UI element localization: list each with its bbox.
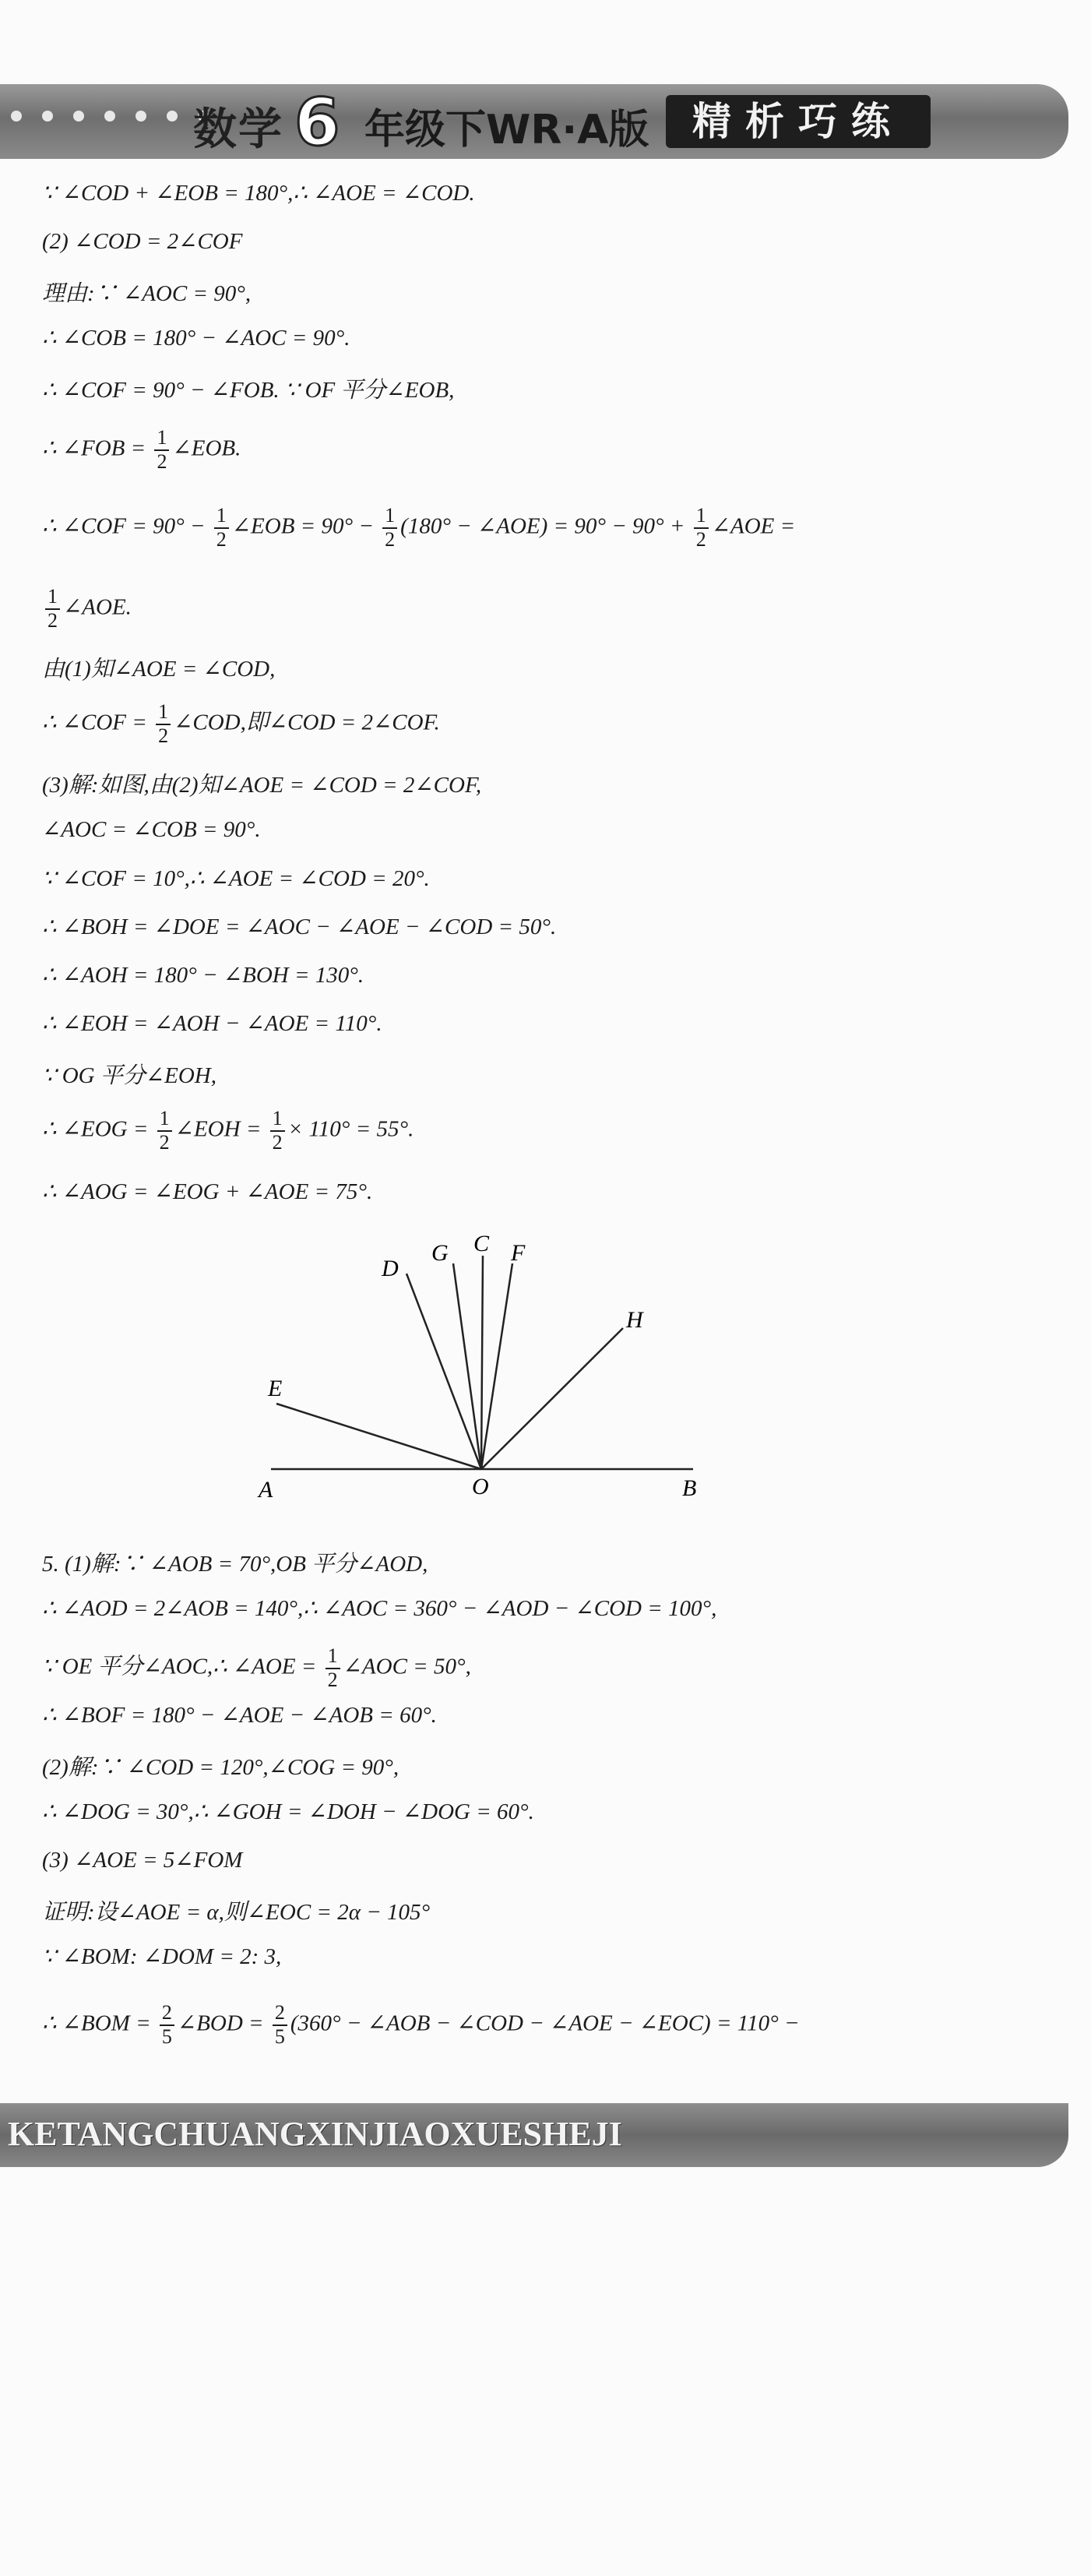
fraction xyxy=(326,1645,340,1691)
solution-line xyxy=(42,227,242,255)
label-G: G xyxy=(431,1240,449,1266)
label-H: H xyxy=(626,1307,643,1333)
solution-line xyxy=(42,1546,428,1578)
solution-line xyxy=(42,505,795,551)
ray-OG xyxy=(453,1263,481,1469)
angle-figure xyxy=(249,1231,732,1511)
line-text: ∴ ∠COB = 180° − ∠AOC = 90°. xyxy=(42,326,350,351)
line-text: (360° − ∠AOB − ∠COD − ∠AOE − ∠EOC) = 110° − xyxy=(290,2010,800,2036)
line-text: ∴ ∠AOH = 180° − ∠BOH = 130°. xyxy=(42,963,364,988)
fraction-denominator: 5 xyxy=(161,2025,172,2048)
fraction xyxy=(214,505,229,551)
header-banner xyxy=(0,84,1068,159)
line-text: ∠EOB. xyxy=(172,435,241,461)
fraction xyxy=(160,2002,174,2048)
line-text: ∴ ∠COF = 90° − xyxy=(42,513,211,539)
line-text: ∵ ∠COD + ∠EOB = 180°,∴ ∠AOE = ∠COD. xyxy=(42,181,475,206)
line-text: ∴ ∠COF = 90° − ∠FOB. ∵ OF 平分∠EOB, xyxy=(42,378,455,403)
label-D: D xyxy=(382,1256,399,1281)
line-text: ∴ ∠AOD = 2∠AOB = 140°,∴ ∠AOC = 360° − ∠AOD − ∠COD = 100°, xyxy=(42,1596,717,1621)
label-F: F xyxy=(511,1240,526,1266)
solution-line xyxy=(42,1701,437,1728)
line-text: ∵ ∠COF = 10°,∴ ∠AOE = ∠COD = 20°. xyxy=(42,866,430,891)
line-text: ∴ ∠EOH = ∠AOH − ∠AOE = 110°. xyxy=(42,1011,382,1036)
fraction-denominator: 2 xyxy=(385,527,396,551)
line-text: ∵ ∠BOM: ∠DOM = 2: 3, xyxy=(42,1944,282,1969)
fraction-numerator: 1 xyxy=(157,1108,172,1132)
dot-icon xyxy=(135,111,146,122)
line-text: (2) ∠COD = 2∠COF xyxy=(42,229,243,254)
solution-line xyxy=(42,701,440,747)
line-text: ∴ ∠COF = xyxy=(42,710,153,735)
label-O: O xyxy=(472,1474,489,1499)
fraction-denominator: 2 xyxy=(48,608,58,632)
line-text: ∵ OG 平分∠EOH, xyxy=(42,1063,216,1088)
fraction-numerator: 1 xyxy=(694,505,709,529)
solution-line xyxy=(42,372,454,404)
solution-line xyxy=(42,1595,716,1622)
solution-line xyxy=(42,179,475,206)
dot-icon xyxy=(104,111,115,122)
fraction-denominator: 2 xyxy=(695,527,706,551)
solution-line xyxy=(42,651,275,683)
fraction xyxy=(157,1108,172,1154)
solution-line xyxy=(42,1108,414,1154)
series-title: 精析巧练 xyxy=(666,95,931,148)
fraction-numerator: 1 xyxy=(326,1645,340,1669)
solution-line xyxy=(42,1846,242,1873)
line-text: ∠COD,即∠COD = 2∠COF. xyxy=(174,710,440,735)
fraction-denominator: 2 xyxy=(159,1130,170,1154)
footer-banner xyxy=(0,2103,1068,2167)
line-text: × 110° = 55°. xyxy=(287,1116,414,1142)
line-text: (3) ∠AOE = 5∠FOM xyxy=(42,1848,243,1873)
fraction xyxy=(156,701,171,747)
fraction xyxy=(694,505,709,551)
label-E: E xyxy=(268,1376,283,1401)
grade-number: 6 xyxy=(294,84,340,160)
line-text: ∠BOD = xyxy=(177,2010,269,2036)
fraction xyxy=(45,586,60,632)
line-text: ∴ ∠BOM = xyxy=(42,2010,157,2036)
solution-line xyxy=(42,865,430,892)
line-text: ∴ ∠BOF = 180° − ∠AOE − ∠AOB = 60°. xyxy=(42,1703,437,1728)
line-text: ∠EOH = xyxy=(174,1116,267,1142)
dot-icon xyxy=(73,111,84,122)
label-C: C xyxy=(473,1231,490,1256)
line-text: 5. (1)解:∵ ∠AOB = 70°,OB 平分∠AOD, xyxy=(42,1552,428,1577)
fraction-numerator: 1 xyxy=(382,505,397,529)
solution-line xyxy=(42,1010,382,1037)
fraction-denominator: 2 xyxy=(327,1668,338,1691)
line-text: ∴ ∠EOG = xyxy=(42,1116,154,1142)
line-text: ∠AOE = xyxy=(711,513,796,539)
solution-line xyxy=(42,586,132,632)
fraction xyxy=(382,505,397,551)
line-text: ∠AOC = ∠COB = 90°. xyxy=(42,817,261,842)
footer-text: KETANGCHUANGXINJIAOXUESHEJI xyxy=(8,2115,622,2153)
fraction-denominator: 2 xyxy=(272,1130,283,1154)
fraction-numerator: 2 xyxy=(160,2002,174,2026)
ray-OH xyxy=(481,1328,623,1469)
fraction-numerator: 1 xyxy=(156,701,171,725)
subject-title: 数学 xyxy=(193,104,283,155)
label-B: B xyxy=(682,1475,697,1501)
fraction-numerator: 1 xyxy=(214,505,229,529)
ray-OD xyxy=(406,1274,481,1469)
solution-line xyxy=(42,1798,534,1825)
solution-line xyxy=(42,1750,399,1781)
fraction-denominator: 2 xyxy=(158,724,169,747)
line-text: (180° − ∠AOE) = 90° − 90° + xyxy=(400,513,691,539)
line-text: ∠AOC = 50°, xyxy=(343,1654,471,1679)
fraction-denominator: 2 xyxy=(157,449,167,473)
fraction xyxy=(270,1108,285,1154)
dot-icon xyxy=(167,111,178,122)
solution-line xyxy=(42,913,556,940)
solution-line xyxy=(42,816,261,843)
line-text: ∵ OE 平分∠AOC,∴ ∠AOE = xyxy=(42,1654,322,1679)
solution-line xyxy=(42,1178,372,1205)
line-text: ∠AOE. xyxy=(63,594,132,620)
fraction-numerator: 1 xyxy=(270,1108,285,1132)
fraction-numerator: 2 xyxy=(273,2002,287,2026)
fraction-numerator: 1 xyxy=(154,427,169,451)
line-text: ∴ ∠FOB = xyxy=(42,435,152,461)
line-text: 理由:∵ ∠AOC = 90°, xyxy=(42,281,252,306)
solution-line xyxy=(42,324,350,351)
line-text: ∴ ∠AOG = ∠EOG + ∠AOE = 75°. xyxy=(42,1179,373,1204)
ray-OC xyxy=(481,1256,483,1469)
line-text: 由(1)知∠AOE = ∠COD, xyxy=(42,657,276,682)
ray-OE xyxy=(276,1404,481,1469)
dot-icon xyxy=(42,111,53,122)
ray-OF xyxy=(481,1263,512,1469)
dot-icon xyxy=(11,111,22,122)
solution-line xyxy=(42,767,481,799)
fraction-denominator: 2 xyxy=(216,527,227,551)
solution-line xyxy=(42,427,241,473)
fraction xyxy=(154,427,169,473)
line-text: 证明:设∠AOE = α,则∠EOC = 2α − 105° xyxy=(42,1900,431,1925)
solution-line xyxy=(42,2002,800,2048)
line-text: ∴ ∠DOG = 30°,∴ ∠GOH = ∠DOH − ∠DOG = 60°. xyxy=(42,1799,534,1824)
line-text: (3)解:如图,由(2)知∠AOE = ∠COD = 2∠COF, xyxy=(42,773,482,798)
solution-line xyxy=(42,1058,216,1090)
solution-line xyxy=(42,961,364,988)
label-A: A xyxy=(259,1477,273,1503)
solution-line xyxy=(42,1943,281,1970)
line-text: ∠EOB = 90° − xyxy=(231,513,380,539)
line-text: ∴ ∠BOH = ∠DOE = ∠AOC − ∠AOE − ∠COD = 50°. xyxy=(42,914,557,939)
solution-line xyxy=(42,1894,430,1926)
fraction-numerator: 1 xyxy=(45,586,60,610)
line-text: (2)解:∵ ∠COD = 120°,∠COG = 90°, xyxy=(42,1755,399,1780)
grade-title: 年级下WR·A版 xyxy=(364,107,649,153)
solution-line xyxy=(42,1645,471,1691)
fraction xyxy=(273,2002,287,2048)
decorative-dots xyxy=(11,111,209,122)
solution-line xyxy=(42,276,251,308)
fraction-denominator: 5 xyxy=(274,2025,285,2048)
